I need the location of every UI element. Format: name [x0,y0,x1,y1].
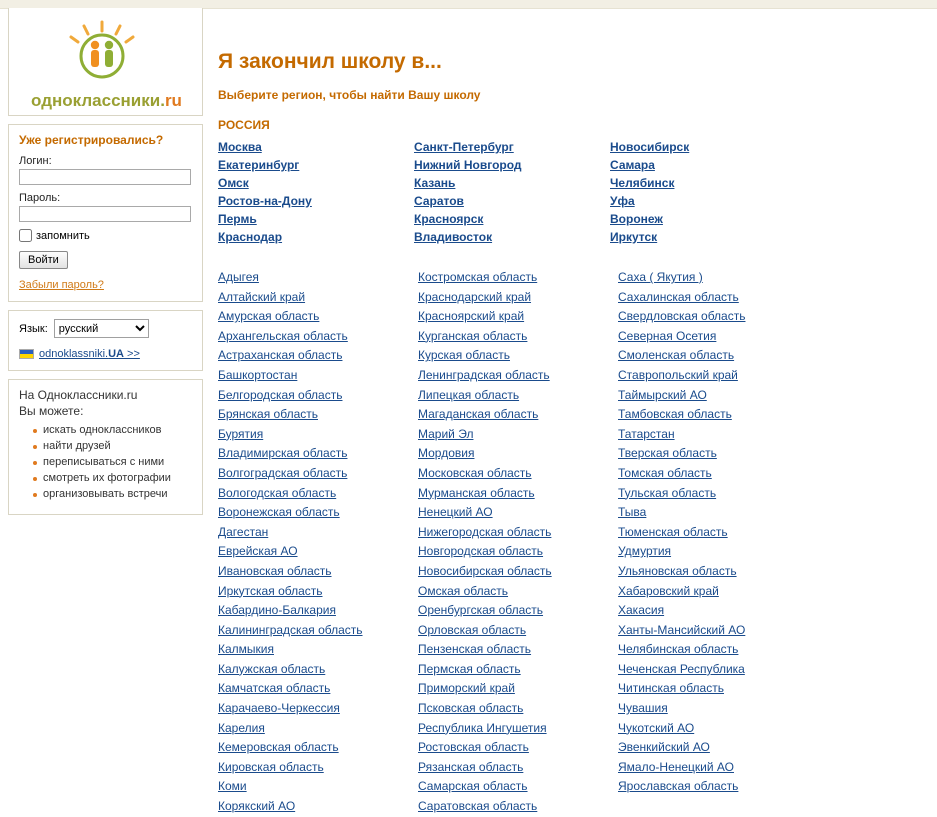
region-link[interactable]: Самарская область [418,779,528,794]
region-link[interactable]: Амурская область [218,309,320,324]
region-link[interactable]: Пермская область [418,661,521,676]
ua-link-suffix: >> [123,348,140,360]
region-link[interactable]: Московская область [418,465,532,480]
region-link[interactable]: Чувашия [618,701,668,716]
region-link[interactable]: Волгоградская область [218,465,348,480]
region-link[interactable]: Татарстан [618,426,675,441]
region-link[interactable]: Владимирская область [218,446,348,461]
region-link[interactable]: Орловская область [418,622,527,637]
region-link[interactable]: Брянская область [218,407,318,422]
city-link[interactable]: Ростов-на-Дону [218,194,312,208]
region-columns [218,268,928,817]
language-panel [8,310,203,371]
list-item: организовывать встречи [33,488,192,500]
city-link[interactable]: Воронеж [610,212,663,226]
region-link[interactable]: Вологодская область [218,485,337,500]
region-link[interactable]: Воронежская область [218,505,340,520]
region-link[interactable]: Иркутская область [218,583,323,598]
list-item: смотреть их фотографии [33,472,192,484]
region-link[interactable]: Псковская область [418,701,524,716]
region-link[interactable]: Алтайский край [218,289,306,304]
city-column-1 [218,138,414,246]
region-link[interactable]: Белгородская область [218,387,343,402]
page-title: Я закончил школу в... [218,50,442,73]
city-link[interactable]: Иркутск [610,230,658,244]
region-link[interactable]: Ивановская область [218,563,332,578]
city-link[interactable]: Новосибирск [610,140,690,154]
region-link[interactable]: Дагестан [218,524,269,539]
region-link[interactable]: Удмуртия [618,544,672,559]
region-link[interactable]: Пензенская область [418,642,532,657]
region-link[interactable]: Читинская область [618,681,724,696]
region-link[interactable]: Тюменская область [618,524,728,539]
region-link[interactable]: Чукотский АО [618,720,695,735]
city-link[interactable]: Владивосток [414,230,493,244]
region-link[interactable]: Эвенкийский АО [618,740,710,755]
remember-checkbox[interactable] [19,229,32,242]
ua-site-row[interactable] [19,348,192,360]
country-heading: РОССИЯ [218,118,270,132]
remember-label: запомнить [36,229,90,242]
region-link[interactable]: Смоленская область [618,348,735,363]
region-column-2 [418,268,618,817]
remember-row[interactable] [19,229,192,242]
region-link[interactable]: Таймырский АО [618,387,707,402]
region-link[interactable]: Тверская область [618,446,717,461]
language-row [19,319,192,338]
region-link[interactable]: Ростовская область [418,740,529,755]
region-link[interactable]: Курганская область [418,328,528,343]
region-link[interactable]: Рязанская область [418,759,524,774]
city-link[interactable]: Красноярск [414,212,484,226]
region-link[interactable]: Мурманская область [418,485,535,500]
region-link[interactable]: Калининградская область [218,622,363,637]
region-column-3 [618,268,818,817]
list-item: найти друзей [33,440,192,452]
city-link[interactable]: Самара [610,158,655,172]
region-link[interactable]: Липецкая область [418,387,520,402]
region-link[interactable]: Сахалинская область [618,289,739,304]
region-link[interactable]: Республика Ингушетия [418,720,547,735]
city-link[interactable]: Краснодар [218,230,283,244]
city-link[interactable]: Саратов [414,194,464,208]
ukraine-flag-icon [19,349,34,359]
region-link[interactable]: Астраханская область [218,348,343,363]
city-column-3 [610,138,806,246]
login-input[interactable] [19,169,191,185]
region-link[interactable]: Хакасия [618,603,665,618]
login-panel [8,124,203,302]
region-link[interactable]: Новосибирская область [418,563,552,578]
language-select[interactable] [54,319,149,338]
city-column-2 [414,138,610,246]
region-link[interactable]: Челябинская область [618,642,739,657]
region-link[interactable]: Марий Эл [418,426,474,441]
forgot-password-link[interactable]: Забыли пароль? [19,279,104,291]
region-link[interactable]: Камчатская область [218,681,331,696]
region-link[interactable]: Кировская область [218,759,324,774]
region-link[interactable]: Ямало-Ненецкий АО [618,759,734,774]
region-link[interactable]: Новгородская область [418,544,544,559]
region-link[interactable]: Бурятия [218,426,264,441]
sun-people-logo [59,20,145,80]
list-item: искать одноклассников [33,424,192,436]
region-link[interactable]: Саратовская область [418,799,538,814]
region-link[interactable]: Костромская область [418,270,538,284]
city-columns [218,138,928,246]
main-content [218,8,928,817]
city-link[interactable]: Челябинск [610,176,675,190]
password-input[interactable] [19,206,191,222]
region-link[interactable]: Коми [218,779,247,794]
info-panel [8,379,203,515]
region-link[interactable]: Чеченская Республика [618,661,745,676]
info-line-1: На Одноклассники.ru [19,388,138,402]
city-link[interactable]: Москва [218,140,262,154]
region-link[interactable]: Карачаево-Черкессия [218,701,340,716]
region-link[interactable]: Еврейская АО [218,544,298,559]
login-label: Логин: [19,155,52,167]
logo-text-main: одноклассники. [31,91,165,110]
city-link[interactable]: Нижний Новгород [414,158,522,172]
region-link[interactable]: Саха ( Якутия ) [618,270,703,284]
region-column-1 [218,268,418,817]
login-panel-title: Уже регистрировались? [19,133,164,147]
ua-link-bold: UA [108,348,124,360]
logo-box[interactable] [8,8,203,116]
city-link[interactable]: Уфа [610,194,635,208]
ua-site-link[interactable] [39,348,140,360]
region-link[interactable]: Тульская область [618,485,717,500]
city-link[interactable]: Пермь [218,212,257,226]
region-link[interactable]: Калужская область [218,661,326,676]
region-link[interactable]: Краснодарский край [418,289,532,304]
region-link[interactable]: Курская область [418,348,510,363]
region-link[interactable]: Ставропольский край [618,367,738,382]
info-list [19,424,192,500]
region-link[interactable]: Ханты-Мансийский АО [618,622,746,637]
region-link[interactable]: Свердловская область [618,309,746,324]
region-link[interactable]: Оренбургская область [418,603,544,618]
sidebar [8,8,205,515]
region-link[interactable]: Мордовия [418,446,475,461]
region-link[interactable]: Ярославская область [618,779,739,794]
city-link[interactable]: Омск [218,176,249,190]
region-link[interactable]: Магаданская область [418,407,539,422]
login-button[interactable]: Войти [19,251,68,269]
region-link[interactable]: Калмыкия [218,642,274,657]
region-link[interactable]: Красноярский край [418,309,525,324]
region-link[interactable]: Архангельская область [218,328,348,343]
region-link[interactable]: Ненецкий АО [418,505,493,520]
region-link[interactable]: Ульяновская область [618,563,737,578]
city-link[interactable]: Казань [414,176,456,190]
city-link[interactable]: Екатеринбург [218,158,300,172]
region-link[interactable]: Карелия [218,720,265,735]
region-link[interactable]: Тамбовская область [618,407,732,422]
region-link[interactable]: Омская область [418,583,509,598]
region-link[interactable]: Томская область [618,465,712,480]
language-label: Язык: [19,322,48,335]
region-link[interactable]: Башкортостан [218,367,298,382]
ua-link-prefix: odnoklassniki. [39,348,109,360]
region-link[interactable]: Нижегородская область [418,524,552,539]
logo-text-suffix: ru [164,91,182,110]
city-link[interactable]: Санкт-Петербург [414,140,514,154]
region-link[interactable]: Ленинградская область [418,367,550,382]
region-link[interactable]: Кемеровская область [218,740,339,755]
region-link[interactable]: Кабардино-Балкария [218,603,336,618]
page-subtitle: Выберите регион, чтобы найти Вашу школу [218,88,481,102]
region-link[interactable]: Адыгея [218,270,259,284]
info-line-2: Вы можете: [19,404,84,418]
list-item: переписываться с ними [33,456,192,468]
region-link[interactable]: Приморский край [418,681,515,696]
region-link[interactable]: Корякский АО [218,799,296,814]
region-link[interactable]: Тыва [618,505,647,520]
region-link[interactable]: Хабаровский край [618,583,719,598]
logo-wordmark [17,91,196,111]
password-label: Пароль: [19,192,61,204]
region-link[interactable]: Северная Осетия [618,328,717,343]
